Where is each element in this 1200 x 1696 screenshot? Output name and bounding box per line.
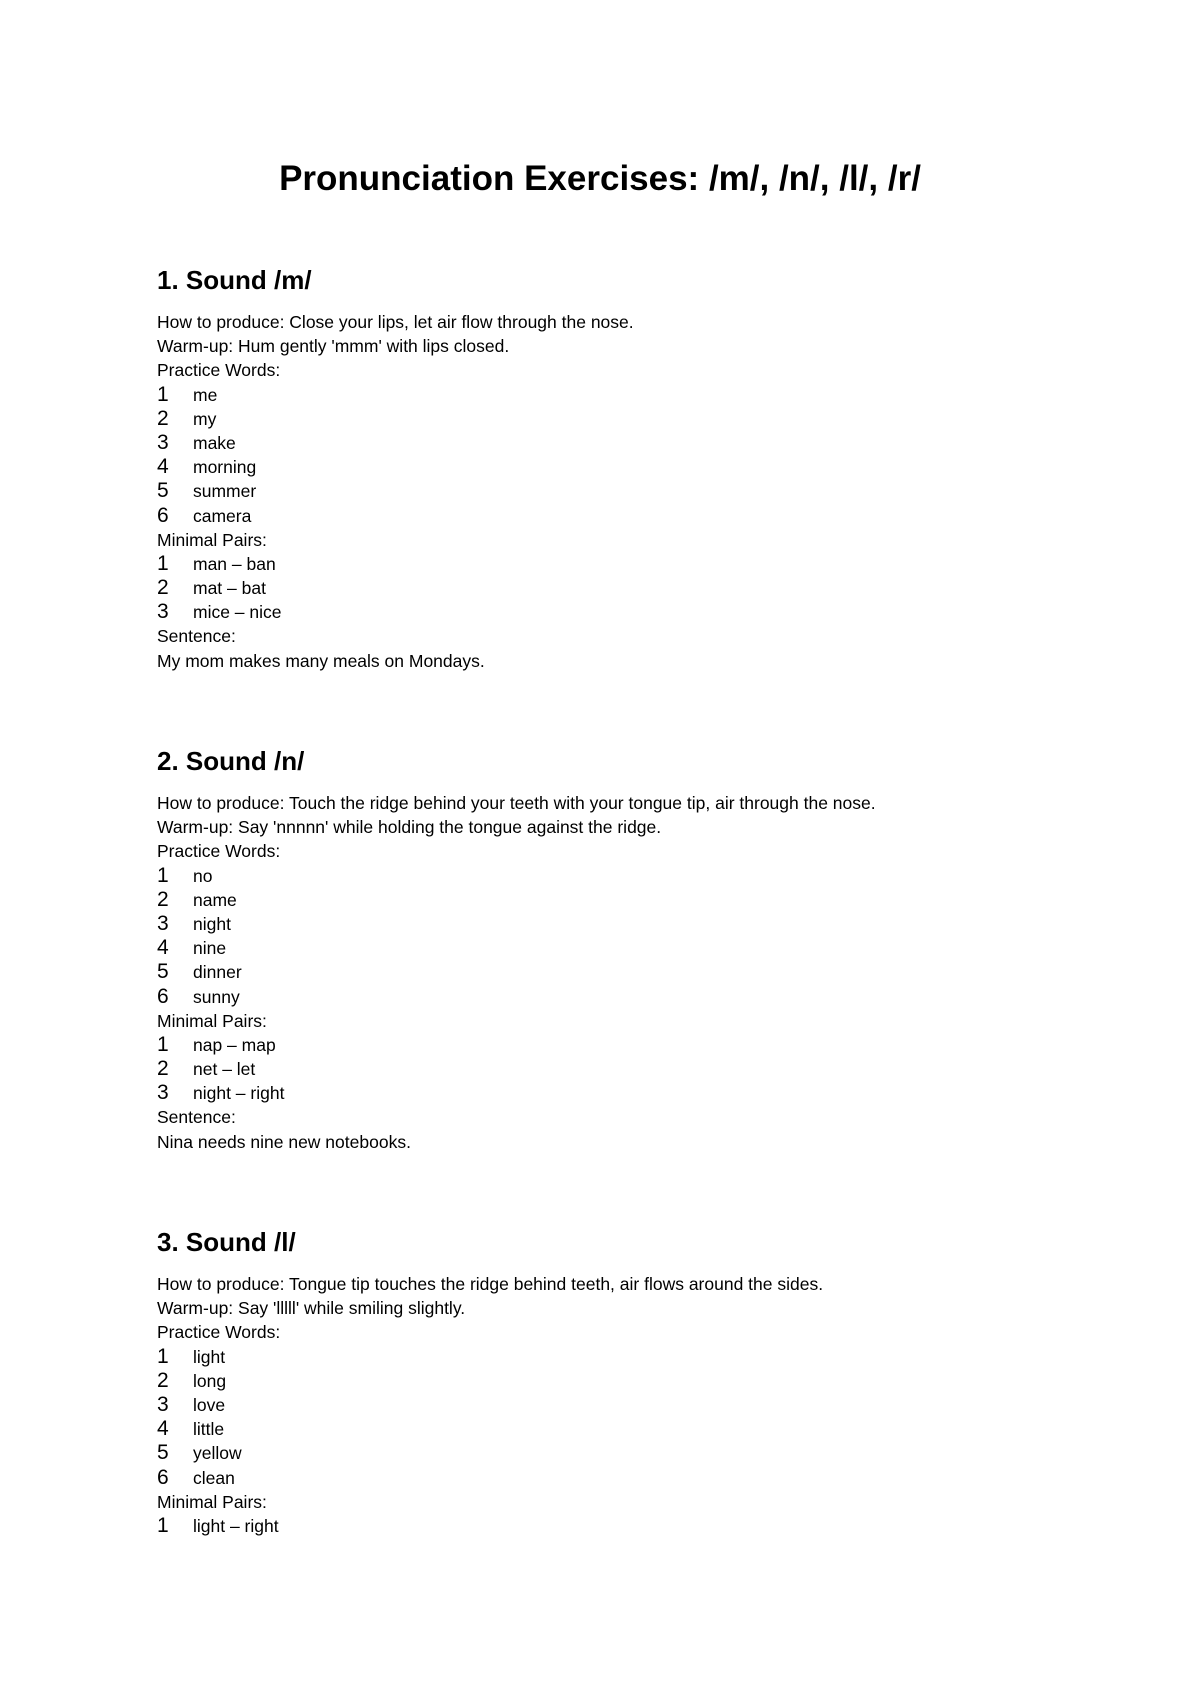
item-number: 3 [157, 911, 169, 935]
item-text: summer [193, 481, 257, 502]
sentence-text: My mom makes many meals on Mondays. [157, 650, 485, 671]
item-number: 2 [157, 576, 169, 600]
list-item [157, 576, 1057, 600]
item-text: morning [193, 457, 257, 478]
item-number: 1 [157, 1344, 169, 1368]
item-text: sunny [193, 986, 240, 1007]
practice-words-list [157, 1345, 1057, 1490]
list-item [157, 864, 1057, 888]
how-to-produce: How to produce: Touch the ridge behind your teeth with your tongue tip, air through the nose. [157, 793, 876, 813]
practice-words-list [157, 864, 1057, 1009]
document-title: Pronunciation Exercises: /m/, /n/, /l/, /r/ [279, 159, 921, 198]
list-item [157, 1081, 1057, 1105]
item-number: 2 [157, 406, 169, 430]
list-item [157, 985, 1057, 1009]
list-item [157, 383, 1057, 407]
list-item [157, 504, 1057, 528]
item-number: 2 [157, 1368, 169, 1392]
item-number: 3 [157, 1081, 169, 1105]
item-text: light [193, 1346, 226, 1367]
section-sound-n [157, 745, 1057, 1154]
item-number: 4 [157, 455, 169, 479]
list-item [157, 455, 1057, 479]
section-heading: 3. Sound /l/ [157, 1227, 296, 1257]
practice-words-label: Practice Words: [157, 360, 281, 381]
item-text: net – let [193, 1059, 256, 1080]
section-sound-m [157, 264, 1057, 673]
list-item [157, 912, 1057, 936]
item-number: 5 [157, 1441, 169, 1465]
item-text: love [193, 1394, 226, 1415]
item-text: mat – bat [193, 578, 266, 599]
list-item [157, 1033, 1057, 1057]
list-item [157, 600, 1057, 624]
item-number: 5 [157, 479, 169, 503]
item-text: little [193, 1419, 225, 1440]
section-heading: 2. Sound /n/ [157, 746, 305, 776]
item-text: my [193, 408, 217, 429]
item-text: night [193, 913, 231, 934]
item-number: 3 [157, 430, 169, 454]
list-item [157, 1369, 1057, 1393]
minimal-pairs-label: Minimal Pairs: [157, 529, 267, 550]
list-item [157, 552, 1057, 576]
item-number: 3 [157, 600, 169, 624]
list-item [157, 960, 1057, 984]
item-text: long [193, 1370, 227, 1391]
item-text: man – ban [193, 553, 276, 574]
warm-up: Warm-up: Hum gently 'mmm' with lips closed. [157, 336, 510, 357]
practice-words-list [157, 383, 1057, 528]
item-number: 3 [157, 1392, 169, 1416]
item-number: 2 [157, 1057, 169, 1081]
item-number: 4 [157, 1417, 169, 1441]
item-number: 2 [157, 887, 169, 911]
item-number: 6 [157, 1465, 169, 1489]
section-sound-l [157, 1226, 1057, 1538]
minimal-pairs-list [157, 1033, 1057, 1106]
list-item [157, 431, 1057, 455]
item-text: make [193, 432, 236, 453]
practice-words-label: Practice Words: [157, 1322, 281, 1343]
item-text: mice – nice [193, 602, 282, 623]
item-number: 1 [157, 382, 169, 406]
item-text: camera [193, 505, 252, 526]
minimal-pairs-label: Minimal Pairs: [157, 1491, 267, 1512]
how-to-produce: How to produce: Close your lips, let air flow through the nose. [157, 312, 634, 332]
item-text: yellow [193, 1443, 242, 1464]
item-number: 6 [157, 984, 169, 1008]
list-item [157, 936, 1057, 960]
item-text: clean [193, 1467, 235, 1488]
warm-up: Warm-up: Say 'lllll' while smiling slightly. [157, 1298, 466, 1319]
list-item [157, 1417, 1057, 1441]
item-number: 6 [157, 503, 169, 527]
item-text: name [193, 889, 237, 910]
list-item [157, 479, 1057, 503]
item-text: night – right [193, 1083, 285, 1104]
list-item [157, 407, 1057, 431]
sentence-label: Sentence: [157, 1107, 236, 1128]
list-item [157, 888, 1057, 912]
sentence-text: Nina needs nine new notebooks. [157, 1131, 411, 1152]
list-item [157, 1466, 1057, 1490]
list-item [157, 1441, 1057, 1465]
item-text: no [193, 865, 213, 886]
item-number: 1 [157, 863, 169, 887]
section-heading: 1. Sound /m/ [157, 265, 312, 295]
item-text: me [193, 384, 218, 405]
practice-words-label: Practice Words: [157, 841, 281, 862]
how-to-produce: How to produce: Tongue tip touches the ridge behind teeth, air flows around the sides. [157, 1274, 824, 1294]
minimal-pairs-list [157, 552, 1057, 625]
list-item [157, 1345, 1057, 1369]
item-number: 1 [157, 551, 169, 575]
minimal-pairs-list [157, 1514, 1057, 1538]
item-text: dinner [193, 962, 242, 983]
list-item [157, 1393, 1057, 1417]
warm-up: Warm-up: Say 'nnnnn' while holding the tongue against the ridge. [157, 817, 662, 838]
item-number: 5 [157, 960, 169, 984]
item-number: 1 [157, 1032, 169, 1056]
item-text: nine [193, 938, 227, 959]
minimal-pairs-label: Minimal Pairs: [157, 1010, 267, 1031]
item-text: light – right [193, 1515, 279, 1536]
list-item [157, 1057, 1057, 1081]
item-text: nap – map [193, 1034, 276, 1055]
item-number: 1 [157, 1513, 169, 1537]
list-item [157, 1514, 1057, 1538]
sentence-label: Sentence: [157, 626, 236, 647]
item-number: 4 [157, 936, 169, 960]
